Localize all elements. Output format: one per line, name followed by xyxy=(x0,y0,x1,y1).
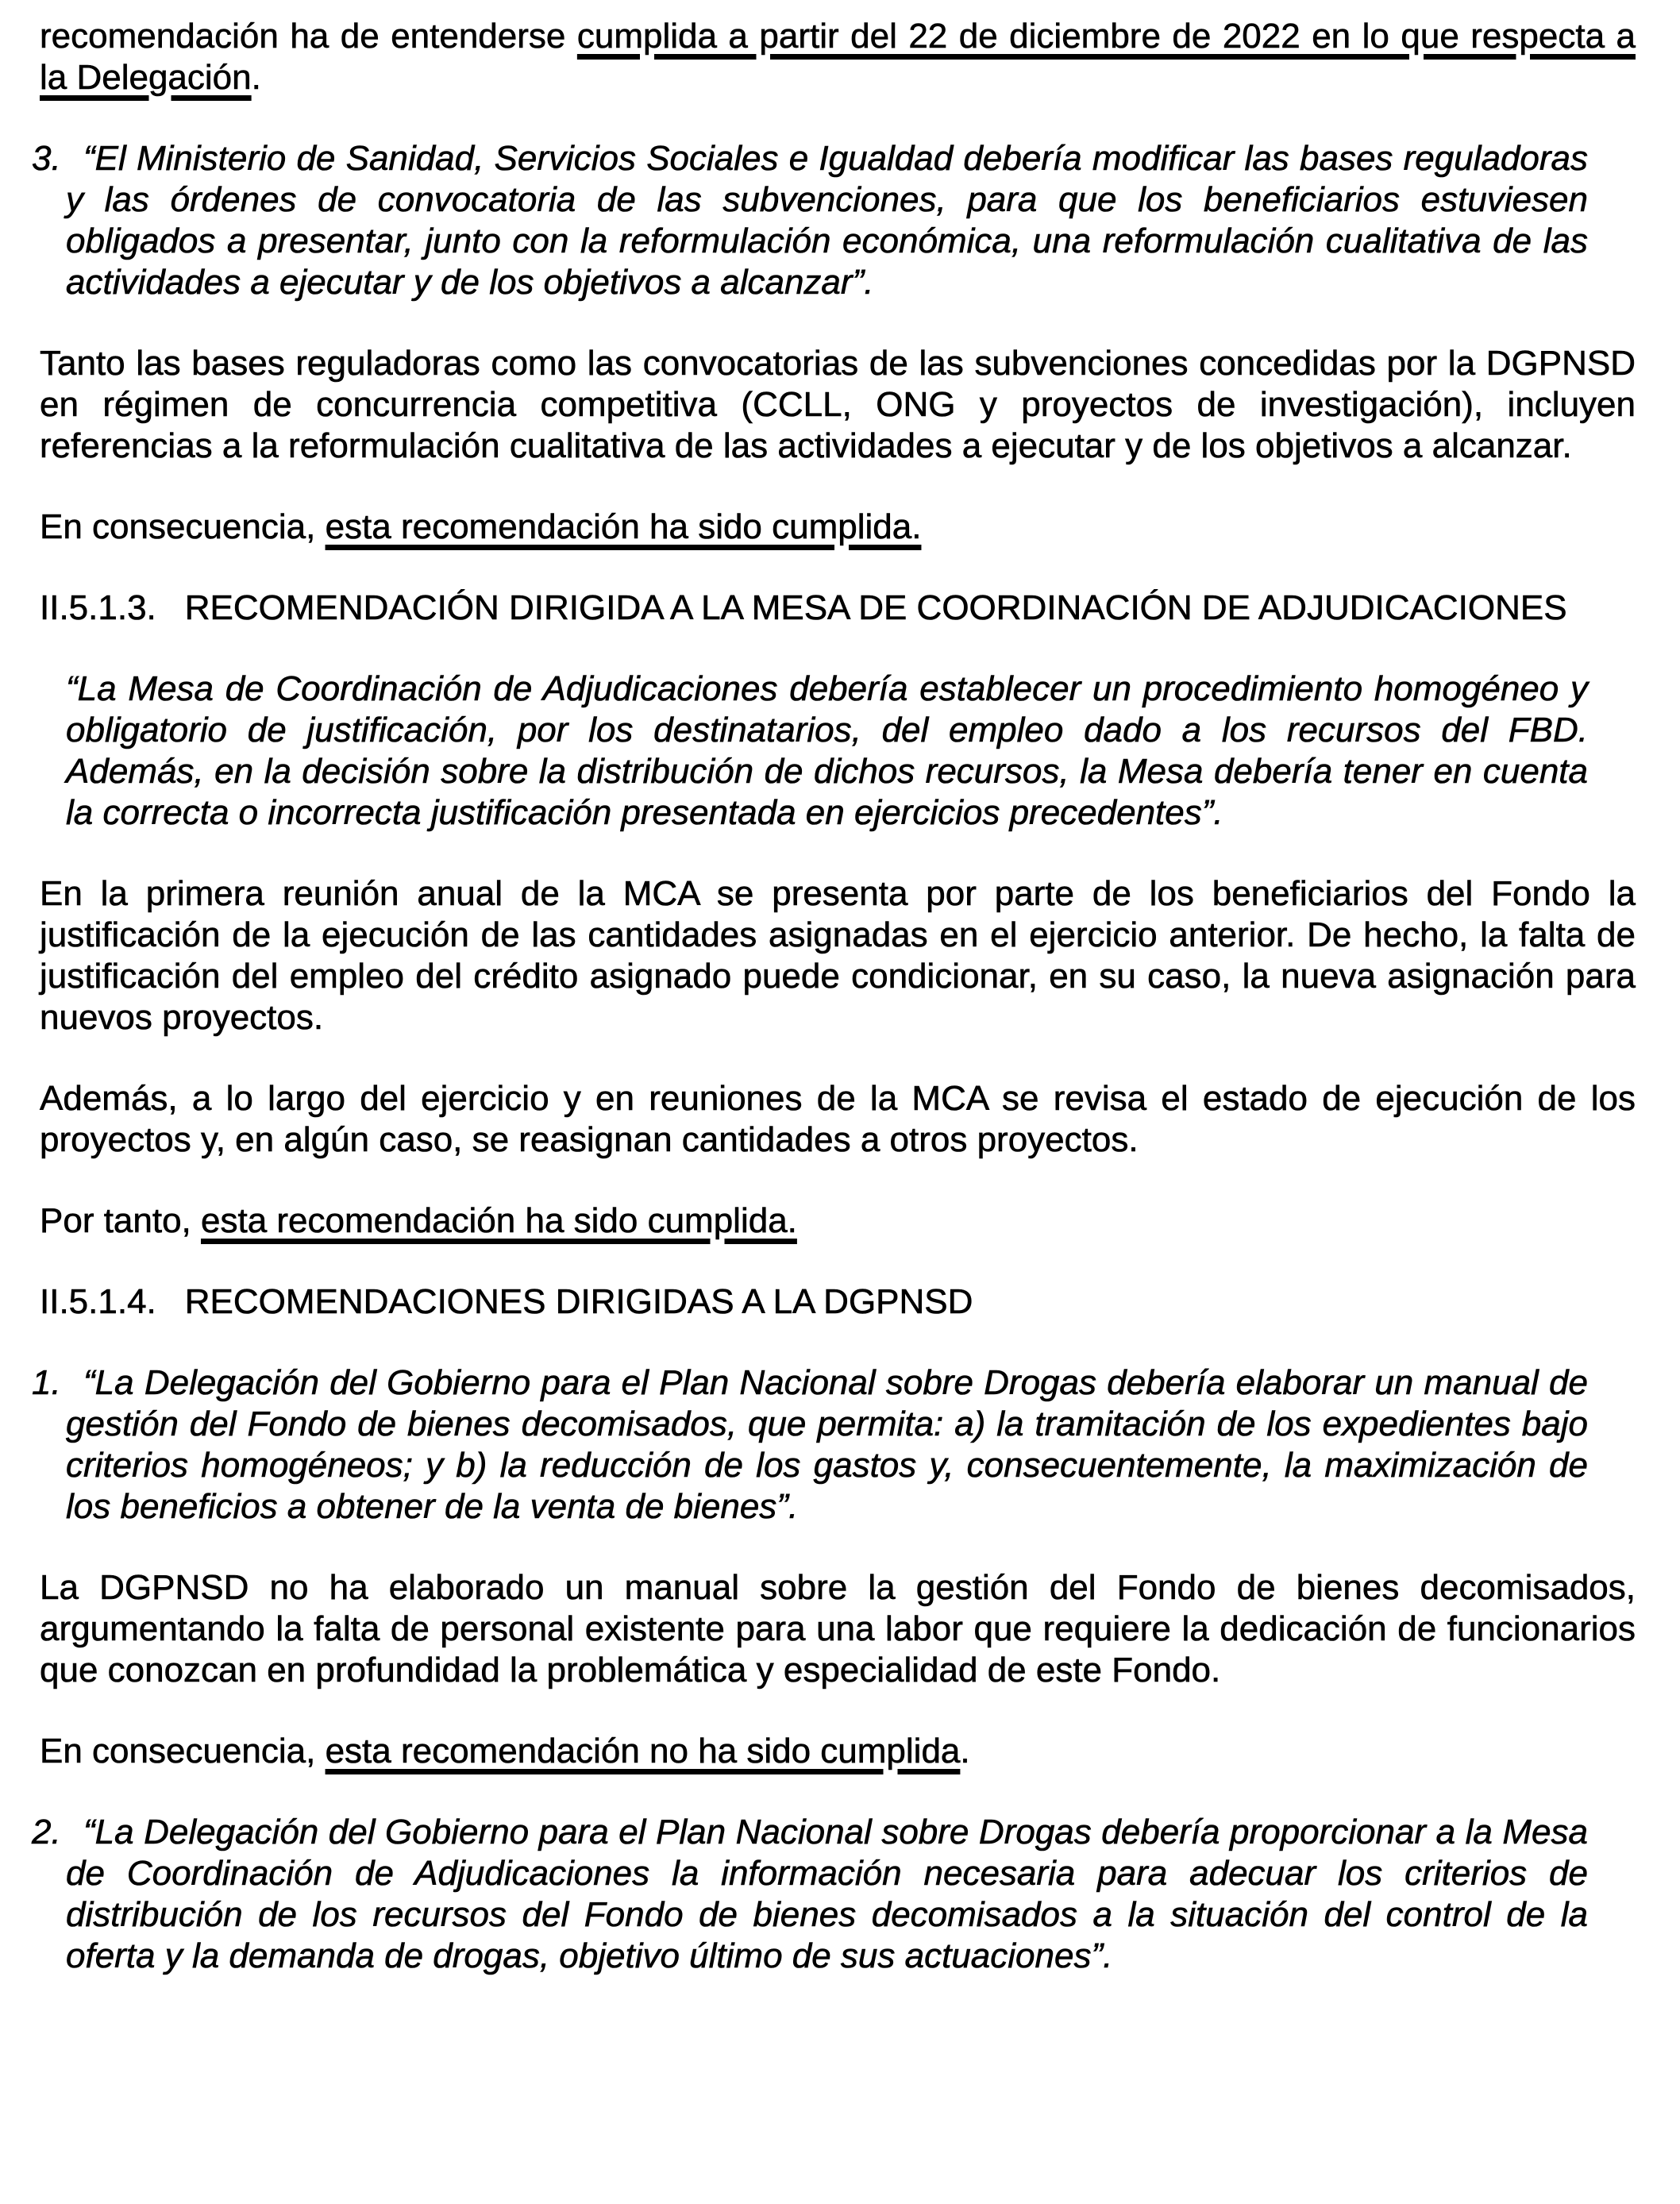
text-run: Además, a lo largo del ejercicio y en reuniones de la MCA se revisa el estado de ejecución de los proyectos y, en algún caso, se reasignan cantidades a otros proyectos. xyxy=(40,1079,1636,1159)
quote-text: “La Mesa de Coordinación de Adjudicaciones debería establecer un procedimiento homogéneo y obligatorio de justificación, por los destinatarios, del empleo dado a los recursos del FBD. Además, en la decisión sobre la distribución de dichos recursos, la Mesa debería tener en cuenta la correcta o incorrecta justificación presentada en ejercicios precedentes”. xyxy=(66,669,1588,832)
paragraph xyxy=(40,1200,1636,1242)
paragraph xyxy=(40,873,1636,1038)
paragraph xyxy=(40,1567,1636,1691)
paragraph xyxy=(40,507,1636,548)
underlined-text: esta recomendación no ha sido cumplida xyxy=(325,1732,961,1771)
quoted-recommendation-item xyxy=(32,1812,1588,1977)
section-number: II.5.1.4. xyxy=(40,1282,156,1321)
list-item-number: 1. xyxy=(32,1363,61,1402)
paragraph xyxy=(40,1731,1636,1772)
section-heading xyxy=(40,1281,1636,1323)
paragraph xyxy=(40,1078,1636,1161)
underlined-text: cumplida a partir del 22 de diciembre de 2022 en lo que respecta a la Delegación xyxy=(40,17,1636,97)
quote-text: “La Delegación del Gobierno para el Plan Nacional sobre Drogas debería elaborar un manual de gestión del Fondo de bienes decomisados, que permita: a) la tramitación de los expedientes bajo criterios homogéneos; y b) la reducción de los gastos y, consecuentemente, la maximización de los beneficios a obtener de la venta de bienes”. xyxy=(66,1363,1588,1526)
text-run: En la primera reunión anual de la MCA se presenta por parte de los beneficiarios del Fondo la justificación de la ejecución de las cantidades asignadas en el ejercicio anterior. De hecho, la falta de justificación del empleo del crédito asignado puede condicionar, en su caso, la nueva asignación para nuevos proyectos. xyxy=(40,874,1636,1037)
text-run: . xyxy=(960,1732,970,1771)
list-item-number: 3. xyxy=(32,139,61,178)
text-run: En consecuencia, xyxy=(40,1732,326,1771)
list-item-number: 2. xyxy=(32,1813,61,1851)
paragraph xyxy=(40,343,1636,467)
quote-text: “La Delegación del Gobierno para el Plan Nacional sobre Drogas debería proporcionar a la Mesa de Coordinación de Adjudicaciones la información necesaria para adecuar los criterios de distribución de los recursos del Fondo de bienes decomisados a la situación del control de la oferta y la demanda de drogas, objetivo último de sus actuaciones”. xyxy=(66,1813,1588,1975)
text-run: . xyxy=(251,58,261,97)
quoted-recommendation-item xyxy=(32,1362,1588,1528)
section-title: RECOMENDACIÓN DIRIGIDA A LA MESA DE COORDINACIÓN DE ADJUDICACIONES xyxy=(184,588,1567,627)
underlined-text: esta recomendación ha sido cumplida. xyxy=(325,507,922,546)
quote-text: “El Ministerio de Sanidad, Servicios Sociales e Igualdad debería modificar las bases reguladoras y las órdenes de convocatoria de las subvenciones, para que los beneficiarios estuviesen obligados a presentar, junto con la reformulación económica, una reformulación cualitativa de las actividades a ejecutar y de los objetivos a alcanzar”. xyxy=(66,139,1588,302)
section-heading xyxy=(40,588,1636,629)
section-number: II.5.1.3. xyxy=(40,588,156,627)
underlined-text: esta recomendación ha sido cumplida. xyxy=(201,1201,797,1240)
paragraph xyxy=(40,16,1636,98)
text-run: recomendación ha de entenderse xyxy=(40,17,577,56)
text-run: Por tanto, xyxy=(40,1201,202,1240)
quoted-recommendation-item xyxy=(32,669,1588,834)
quoted-recommendation-item xyxy=(32,138,1588,303)
text-run: La DGPNSD no ha elaborado un manual sobre la gestión del Fondo de bienes decomisados, argumentando la falta de personal existente para una labor que requiere la dedicación de funcionarios que conozcan en profundidad la problemática y especialidad de este Fondo. xyxy=(40,1568,1636,1690)
text-run: Tanto las bases reguladoras como las convocatorias de las subvenciones concedidas por la DGPNSD en régimen de concurrencia competitiva (CCLL, ONG y proyectos de investigación), incluyen referencias a la reformulación cualitativa de las actividades a ejecutar y de los objetivos a alcanzar. xyxy=(40,344,1636,465)
document-body xyxy=(0,16,1680,1977)
text-run: En consecuencia, xyxy=(40,507,326,546)
section-title: RECOMENDACIONES DIRIGIDAS A LA DGPNSD xyxy=(184,1282,973,1321)
